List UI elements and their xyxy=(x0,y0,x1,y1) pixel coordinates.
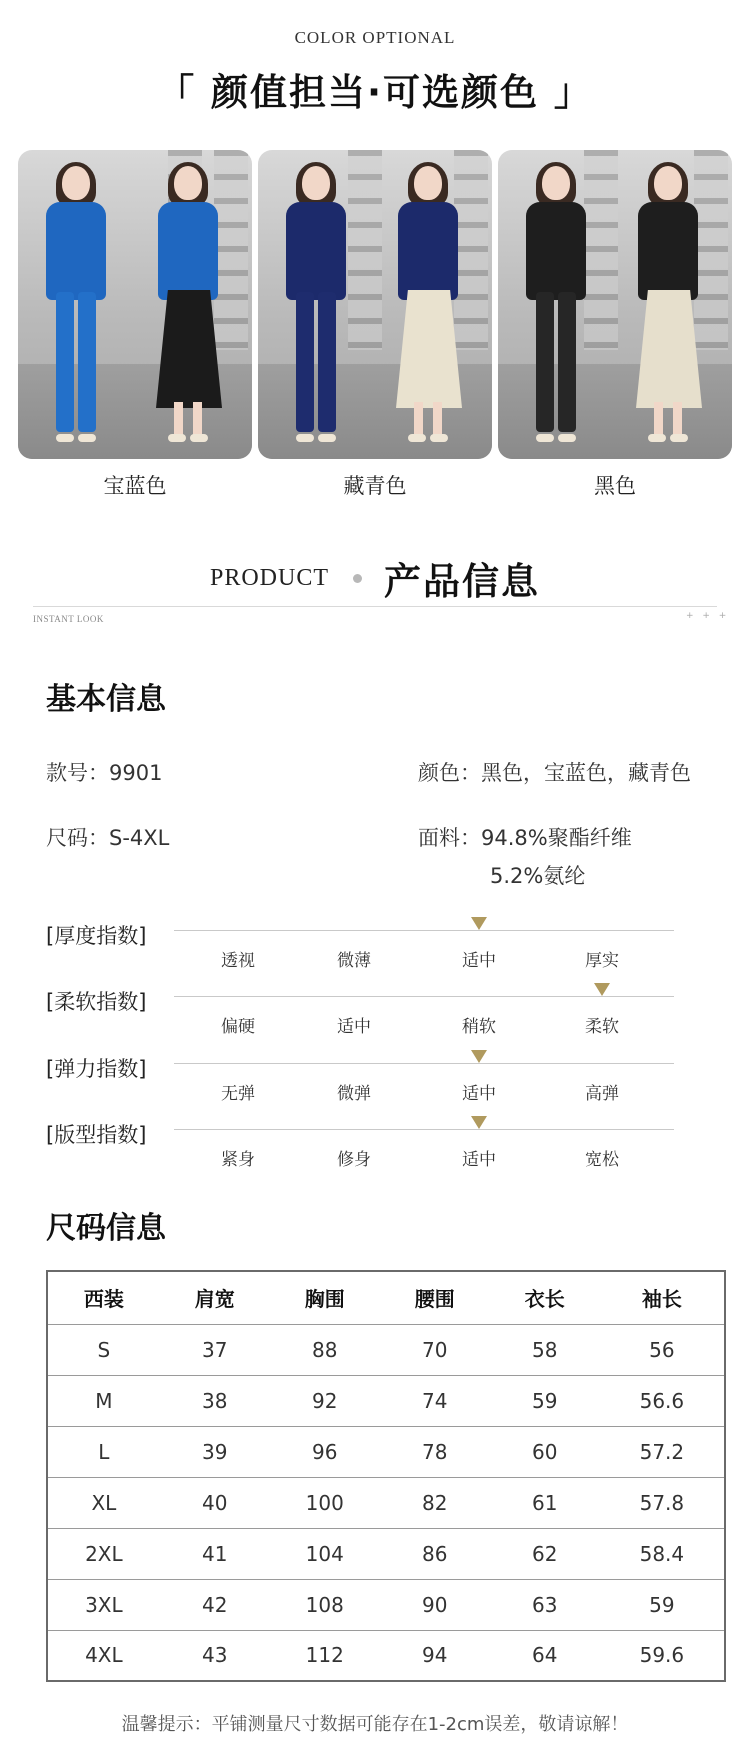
table-cell: S xyxy=(47,1324,160,1375)
index-label: [柔软指数] xyxy=(46,990,147,1014)
swatch-label-black: 黑色 xyxy=(594,474,636,498)
index-option: 无弹 xyxy=(221,1084,255,1104)
index-row xyxy=(46,988,676,1044)
model-pants-outfit xyxy=(504,162,608,452)
table-cell: 56 xyxy=(600,1324,725,1375)
table-cell: 2XL xyxy=(47,1528,160,1579)
table-cell: 39 xyxy=(160,1426,270,1477)
product-header-cn: 产品信息 xyxy=(384,560,541,603)
table-cell: 59.6 xyxy=(600,1630,725,1681)
index-option: 偏硬 xyxy=(221,1017,255,1037)
table-row xyxy=(47,1630,725,1681)
table-cell: 94 xyxy=(380,1630,490,1681)
fabric-composition-2: 5.2%氨纶 xyxy=(490,864,586,888)
table-header-cell: 肩宽 xyxy=(160,1271,270,1324)
table-row xyxy=(47,1528,725,1579)
table-cell: 64 xyxy=(490,1630,600,1681)
index-option: 适中 xyxy=(462,1150,496,1170)
table-row xyxy=(47,1426,725,1477)
size-info-title: 尺码信息 xyxy=(46,1211,166,1246)
table-cell: M xyxy=(47,1375,160,1426)
table-cell: L xyxy=(47,1426,160,1477)
table-header-cell: 腰围 xyxy=(380,1271,490,1324)
jacket xyxy=(286,202,346,300)
swatch-label-royal-blue: 宝蓝色 xyxy=(103,474,167,498)
index-track xyxy=(174,930,674,931)
table-header-cell: 胸围 xyxy=(270,1271,380,1324)
model-skirt-outfit xyxy=(136,162,240,452)
table-cell: 88 xyxy=(270,1324,380,1375)
swatch-image-royal-blue[interactable] xyxy=(18,150,252,459)
table-cell: 43 xyxy=(160,1630,270,1681)
triangle-marker-icon xyxy=(594,983,610,996)
table-cell: 57.2 xyxy=(600,1426,725,1477)
index-option: 柔软 xyxy=(585,1017,619,1037)
table-header-cell: 袖长 xyxy=(600,1271,725,1324)
table-cell: 4XL xyxy=(47,1630,160,1681)
footer-tip: 温馨提示：平铺测量尺寸数据可能存在1-2cm误差，敬请谅解！ xyxy=(121,1714,629,1735)
table-row xyxy=(47,1324,725,1375)
jacket xyxy=(526,202,586,300)
table-cell: 59 xyxy=(490,1375,600,1426)
table-cell: 63 xyxy=(490,1579,600,1630)
jacket xyxy=(46,202,106,300)
table-cell: 41 xyxy=(160,1528,270,1579)
plus-marks-icon: + + + xyxy=(686,611,730,621)
index-option: 微薄 xyxy=(337,951,371,971)
table-row xyxy=(47,1375,725,1426)
index-option: 适中 xyxy=(462,1084,496,1104)
product-section-header xyxy=(0,553,750,603)
index-option: 高弹 xyxy=(585,1084,619,1104)
triangle-marker-icon xyxy=(471,1116,487,1129)
table-cell: 40 xyxy=(160,1477,270,1528)
color-options: 颜色：黑色，宝蓝色，藏青色 xyxy=(418,761,691,785)
table-cell: 82 xyxy=(380,1477,490,1528)
table-cell: 59 xyxy=(600,1579,725,1630)
model-skirt-outfit xyxy=(616,162,720,452)
index-option: 透视 xyxy=(221,951,255,971)
table-header-cell: 西装 xyxy=(47,1271,160,1324)
table-cell: 108 xyxy=(270,1579,380,1630)
table-cell: 57.8 xyxy=(600,1477,725,1528)
table-cell: XL xyxy=(47,1477,160,1528)
jacket xyxy=(398,202,458,300)
index-option: 厚实 xyxy=(585,951,619,971)
index-option: 微弹 xyxy=(337,1084,371,1104)
model-skirt-outfit xyxy=(376,162,480,452)
table-header-row xyxy=(47,1271,725,1324)
table-cell: 78 xyxy=(380,1426,490,1477)
table-cell: 112 xyxy=(270,1630,380,1681)
table-cell: 61 xyxy=(490,1477,600,1528)
table-cell: 58 xyxy=(490,1324,600,1375)
table-cell: 104 xyxy=(270,1528,380,1579)
table-row xyxy=(47,1579,725,1630)
table-cell: 3XL xyxy=(47,1579,160,1630)
index-option: 宽松 xyxy=(585,1150,619,1170)
swatch-image-navy[interactable] xyxy=(258,150,492,459)
index-row xyxy=(46,1121,676,1177)
separator-dot xyxy=(353,574,362,583)
table-header-cell: 衣长 xyxy=(490,1271,600,1324)
basic-info-title: 基本信息 xyxy=(46,682,166,717)
index-label: [弹力指数] xyxy=(46,1057,147,1081)
index-track xyxy=(174,996,674,997)
fabric-composition: 面料：94.8%聚酯纤维 xyxy=(418,826,632,850)
table-cell: 56.6 xyxy=(600,1375,725,1426)
index-option: 紧身 xyxy=(221,1150,255,1170)
instant-look-label: INSTANT LOOK xyxy=(33,614,104,624)
product-header-en: PRODUCT xyxy=(209,564,330,591)
size-range: 尺码：S-4XL xyxy=(46,826,170,850)
index-label: [厚度指数] xyxy=(46,924,147,948)
index-row xyxy=(46,922,676,978)
swatch-image-black[interactable] xyxy=(498,150,732,459)
style-number: 款号：9901 xyxy=(46,761,163,785)
index-track xyxy=(174,1063,674,1064)
index-option: 稍软 xyxy=(462,1017,496,1037)
table-cell: 42 xyxy=(160,1579,270,1630)
table-cell: 60 xyxy=(490,1426,600,1477)
size-table xyxy=(46,1270,726,1682)
table-cell: 58.4 xyxy=(600,1528,725,1579)
table-cell: 86 xyxy=(380,1528,490,1579)
index-option: 修身 xyxy=(337,1150,371,1170)
table-cell: 70 xyxy=(380,1324,490,1375)
index-label: [版型指数] xyxy=(46,1123,147,1147)
table-cell: 90 xyxy=(380,1579,490,1630)
index-option: 适中 xyxy=(462,951,496,971)
model-pants-outfit xyxy=(264,162,368,452)
swatch-label-navy: 藏青色 xyxy=(343,474,407,498)
index-track xyxy=(174,1129,674,1130)
jacket xyxy=(638,202,698,300)
table-row xyxy=(47,1477,725,1528)
jacket xyxy=(158,202,218,300)
index-option: 适中 xyxy=(337,1017,371,1037)
model-pants-outfit xyxy=(24,162,128,452)
triangle-marker-icon xyxy=(471,1050,487,1063)
table-cell: 37 xyxy=(160,1324,270,1375)
table-cell: 38 xyxy=(160,1375,270,1426)
color-section-title: 「 颜值担当·可选颜色 」 xyxy=(157,71,593,114)
divider xyxy=(33,606,717,607)
index-row xyxy=(46,1055,676,1111)
table-cell: 96 xyxy=(270,1426,380,1477)
table-cell: 74 xyxy=(380,1375,490,1426)
table-cell: 100 xyxy=(270,1477,380,1528)
color-section-eyebrow: COLOR OPTIONAL xyxy=(294,28,456,47)
table-cell: 62 xyxy=(490,1528,600,1579)
triangle-marker-icon xyxy=(471,917,487,930)
table-cell: 92 xyxy=(270,1375,380,1426)
